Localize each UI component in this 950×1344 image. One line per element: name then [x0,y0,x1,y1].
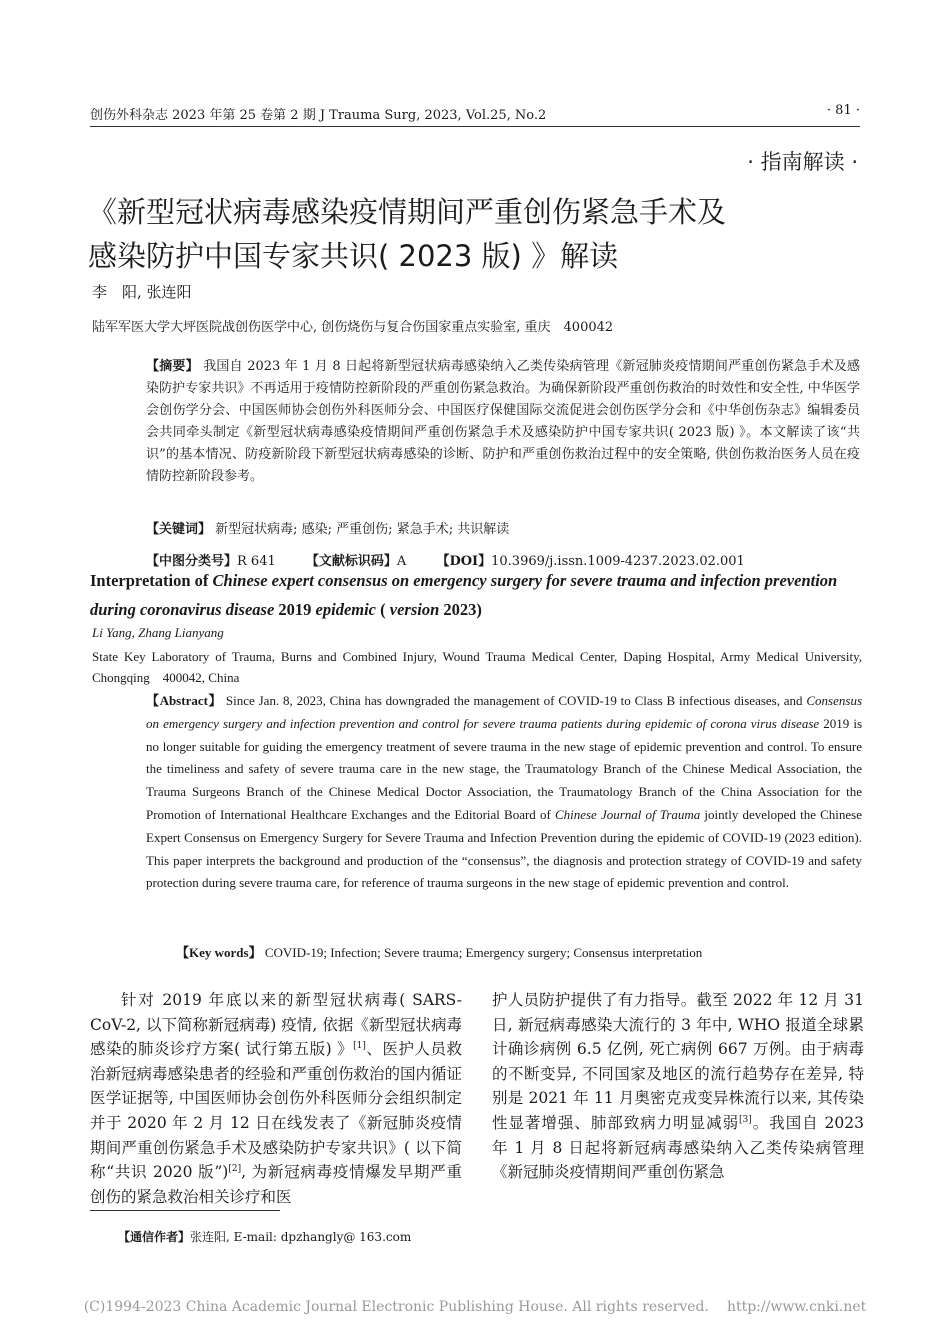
clc: 【中图分类号】R 641 [146,554,276,569]
reference-3[interactable]: [3] [739,1114,752,1125]
authors: 李 阳, 张连阳 [92,283,192,301]
reference-2[interactable]: [2] [228,1164,242,1174]
body-column-left: 针对 2019 年底以来的新型冠状病毒( SARS-CoV-2, 以下简称新冠病毒) 疫情, 依据《新型冠状病毒感染的肺炎诊疗方案( 试行第五版) 》[1]、医护人员救治新冠病毒感染患者的经验和严重创伤救治的国内循证医学证据等, 中国医师协会创伤外科医师分会组织制定并于 2020 年 2 月 12 日在线发表了《新冠肺炎疫情期间严重创伤紧急手术及感染防护专家共识》( 以下简称“共识 2020 版”)[2], 为新冠病毒疫情爆发早期严重创伤的紧急救治相关诊疗和医 [90,991,463,1206]
keywords-cn-label: 【关键词】 [146,522,212,537]
keywords-en-label: 【Key words】 [176,945,262,960]
title-line-1: 《新型冠状病毒感染疫情期间严重创伤紧急手术及 [88,195,727,229]
english-authors: Li Yang, Zhang Lianyang [92,625,224,640]
body-column-right: 护人员防护提供了有力指导。截至 2022 年 12 月 31 日, 新冠病毒感染大流行的 3 年中, WHO 报道全球累计确诊病例 6.5 亿例, 死亡病例 667 万例。由于病毒的不断变异, 不同国家及地区的流行趋势存在差异, 特别是 2021 年 11 月奥密克戎变异株流行以来, 其传染性显著增强、肺部致病力明显减弱[3]。我国自 2023 年 1 月 8 日起将新冠病毒感染纳入乙类传染病管理《新冠肺炎疫情期间严重创伤紧急 [492,991,864,1182]
abstract-cn-text: 我国自 2023 年 1 月 8 日起将新型冠状病毒感染纳入乙类传染病管理《新冠肺炎疫情期间严重创伤紧急手术及感染防护专家共识》不再适用于疫情防控新阶段的严重创伤紧急救治。为确保新阶段严重创伤救治的时效性和安全性, 中华医学会创伤学分会、中国医师协会创伤外科医师分会、中国医疗保健国际交流促进会创伤医学分会和《中华创伤杂志》编辑委员会共同牵头制定《新型冠状病毒感染疫情期间严重创伤紧急手术及感染防护中国专家共识( 2023 版) 》。本文解读了该“共识”的基本情况、防疫新阶段下新型冠状病毒感染的诊断、防护和严重创伤救治过程中的安全策略, 供创伤救治医务人员在疫情防控新阶段参考。 [146,359,861,484]
abstract-cn [146,356,860,488]
abstract-en-label: 【Abstract】 [146,693,223,708]
title-line-2: 感染防护中国专家共识( 2023 版) 》解读 [88,239,619,273]
section-tag: · 指南解读 · [747,150,858,174]
page-number: · 81 · [826,103,860,118]
cnki-link[interactable]: http://www.cnki.net [726,1299,867,1315]
doi: 【DOI】10.3969/j.issn.1009-4237.2023.02.001 [436,554,745,569]
english-affiliation: State Key Laboratory of Trauma, Burns and Combined Injury, Wound Trauma Medical Center, Daping Hospital, Army Medical University, Chongqing 400042, China [92,649,862,685]
keywords-cn-text: 新型冠状病毒; 感染; 严重创伤; 紧急手术; 共识解读 [215,522,510,537]
article-title [88,190,868,278]
affiliation: 陆军军医大学大坪医院战创伤医学中心, 创伤烧伤与复合伤国家重点实验室, 重庆 400042 [92,320,614,335]
corresponding-author: 【通信作者】张连阳, E-mail: dpzhangly@ 163.com [118,1230,412,1244]
doc-code: 【文献标识码】A [305,554,407,569]
abstract-cn-label: 【摘要】 [146,359,199,374]
keywords-en-text: COVID-19; Infection; Severe trauma; Emergency surgery; Consensus interpretation [264,945,703,960]
footnote-divider [90,1210,280,1211]
copyright-watermark: (C)1994-2023 China Academic Journal Electronic Publishing House. All rights reserved. http://www.cnki.net [83,1299,867,1315]
abstract-en: 【Abstract】 Since Jan. 8, 2023, China has downgraded the management of COVID-19 to Class B infectious diseases, and Consensus on emergency surgery and infection prevention and control for severe trauma patients during epidemic of corona virus disease 2019 is no longer suitable for guiding the emergency treatment of severe trauma in the new stage of epidemic prevention and control. To ensure the timeliness and safety of severe trauma care in the new stage, the Traumatology Branch of the Chinese Medical Association, the Trauma Surgeons Branch of the Chinese Medical Doctor Association, the Traumatology Branch of the China Association for the Promotion of International Healthcare Exchanges and the Editorial Board of Chinese Journal of Trauma jointly developed the Chinese Expert Consensus on Emergency Surgery for Severe Trauma and Infection Prevention during the epidemic of COVID-19 (2023 edition). This paper interprets the background and production of the “consensus”, the diagnosis and protection strategy of COVID-19 and safety protection during severe trauma care, for reference of trauma surgeons in the new stage of epidemic prevention and control. [146,693,863,891]
keywords-en [176,942,702,961]
keywords-cn [146,519,860,541]
reference-1[interactable]: [1] [353,1041,366,1052]
english-title: Interpretation of Chinese expert consensus on emergency surgery for severe trauma and infection prevention during coronavirus disease 2019 epidemic ( version 2023) [90,571,838,619]
journal-citation: 创伤外科杂志 2023 年第 25 卷第 2 期 J Trauma Surg, 2023, Vol.25, No.2 [90,108,547,123]
running-header [90,100,860,127]
